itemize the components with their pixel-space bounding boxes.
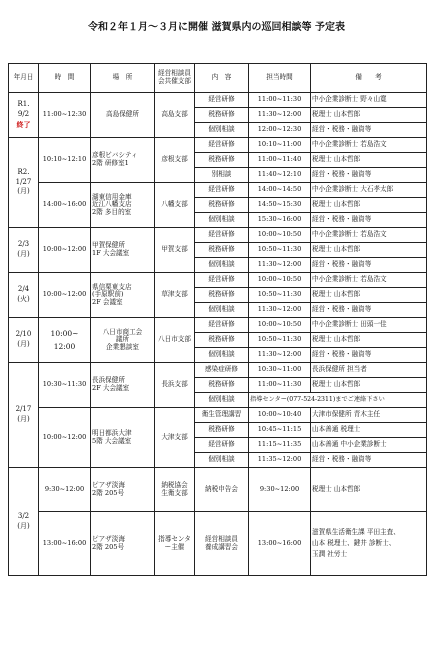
place-cell: 県信栗東支店 (手原駅前) 2F 会議室 [91, 273, 155, 318]
note-cell: 山本善通 税理士 [311, 423, 427, 438]
content-cell: 個別相談 [195, 393, 249, 408]
content-cell: 個別相談 [195, 123, 249, 138]
header-date: 年月日 [9, 64, 39, 93]
note-cell: 指導センター(077-524-2311)までご連絡下さい [249, 393, 427, 408]
content-cell: 税務研修 [195, 288, 249, 303]
note-cell: 税理士 山本哲郎 [311, 108, 427, 123]
note-cell: 中小企業診断士 田頭一佳 [311, 318, 427, 333]
content-cell: 個別相談 [195, 213, 249, 228]
content-cell: 経営研修 [195, 183, 249, 198]
hours-cell: 11:30~12:00 [249, 258, 311, 273]
place-cell: 八日市商工会 議所 企業懇談室 [91, 318, 155, 363]
branch-cell: 八日市支部 [155, 318, 195, 363]
hours-cell: 11:00~11:30 [249, 378, 311, 393]
content-cell: 経営研修 [195, 273, 249, 288]
table-row [9, 228, 427, 243]
hours-cell: 9:30~12:00 [249, 468, 311, 512]
note-cell: 山本善通 中小企業診断士 [311, 438, 427, 453]
content-cell: 納税申告会 [195, 468, 249, 512]
content-cell: 個別相談 [195, 453, 249, 468]
date-cell: 2/4 (火) [9, 273, 39, 318]
branch-cell: 長浜支部 [155, 363, 195, 408]
note-cell: 経営・税務・融資等 [311, 453, 427, 468]
hours-cell: 11:40~12:10 [249, 168, 311, 183]
date-cell: R2. 1/27 (月) [9, 138, 39, 228]
content-cell: 衛生管理講習 [195, 408, 249, 423]
table-row [9, 138, 427, 153]
table-row [9, 318, 427, 333]
date-cell: 2/3 (月) [9, 228, 39, 273]
content-cell: 個別相談 [195, 258, 249, 273]
note-cell: 税理士 山本哲郎 [311, 378, 427, 393]
note-cell: 滋賀県生活衛生課 平田主査、 山本 税理士、鍵井 診断士、 玉潤 社労士 [311, 512, 427, 576]
content-cell: 経営研修 [195, 318, 249, 333]
content-cell: 経営研修 [195, 93, 249, 108]
place-cell: 明日都浜大津 5階 大会議室 [91, 408, 155, 468]
header-branch-line: 会共催支部 [158, 77, 191, 85]
branch-cell: 指導センタ ー主催 [155, 512, 195, 576]
hours-cell: 11:30~12:00 [249, 108, 311, 123]
header-row [9, 64, 427, 93]
place-cell: ピアザ淡海 2階 205号 [91, 468, 155, 512]
note-cell: 経営・税務・融資等 [311, 258, 427, 273]
content-cell: 感染症研修 [195, 363, 249, 378]
header-note: 備 考 [311, 64, 427, 93]
hours-cell: 11:30~12:00 [249, 348, 311, 363]
note-cell: 税理士 山本哲郎 [311, 243, 427, 258]
table-row [9, 363, 427, 378]
hours-cell: 12:00~12:30 [249, 123, 311, 138]
content-cell: 税務研修 [195, 198, 249, 213]
place-cell: 湖東信用金庫 近江八幡支店 2階 多目的室 [91, 183, 155, 228]
branch-cell: 草津支部 [155, 273, 195, 318]
hours-cell: 10:00~10:50 [249, 318, 311, 333]
place-cell: 彦根ビバシティ 2階 研修室1 [91, 138, 155, 183]
content-cell: 個別相談 [195, 348, 249, 363]
note-cell: 中小企業診断士 若島浩文 [311, 228, 427, 243]
hours-cell: 13:00~16:00 [249, 512, 311, 576]
hours-cell: 10:50~11:30 [249, 288, 311, 303]
time-cell: 9:30~12:00 [39, 468, 91, 512]
place-cell: 甲賀保健所 1F 大会議室 [91, 228, 155, 273]
note-cell: 経営・税務・融資等 [311, 348, 427, 363]
branch-cell: 彦根支部 [155, 138, 195, 183]
content-cell: 税務研修 [195, 378, 249, 393]
note-cell: 経営・税務・融資等 [311, 303, 427, 318]
hours-cell: 11:00~11:40 [249, 153, 311, 168]
header-time: 時 間 [39, 64, 91, 93]
content-cell: 税務研修 [195, 423, 249, 438]
hours-cell: 11:30~12:00 [249, 303, 311, 318]
content-cell: 経営研修 [195, 438, 249, 453]
date-cell: 2/10 (月) [9, 318, 39, 363]
date-cell: 2/17 (月) [9, 363, 39, 468]
note-cell: 経営・税務・融資等 [311, 123, 427, 138]
time-cell: 10:00~12:00 [39, 408, 91, 468]
note-cell: 経営・税務・融資等 [311, 213, 427, 228]
branch-cell: 八幡支部 [155, 183, 195, 228]
place-cell: 長浜保健所 2F 大会議室 [91, 363, 155, 408]
hours-cell: 10:50~11:30 [249, 333, 311, 348]
hours-cell: 11:35~12:00 [249, 453, 311, 468]
branch-cell: 納税協会 生衛支部 [155, 468, 195, 512]
note-cell: 中小企業診断士 野々山寛 [311, 93, 427, 108]
hours-cell: 10:30~11:00 [249, 363, 311, 378]
note-cell: 中小企業診断士 大石孝太郎 [311, 183, 427, 198]
table-row [9, 512, 427, 576]
time-cell: 14:00~16:00 [39, 183, 91, 228]
table-row [9, 273, 427, 288]
note-cell: 大津市保健所 青木主任 [311, 408, 427, 423]
branch-cell: 高島支部 [155, 93, 195, 138]
content-cell: 税務研修 [195, 153, 249, 168]
content-cell: 別相談 [195, 168, 249, 183]
date-cell: R1. 9/2 終了 [9, 93, 39, 138]
hours-cell: 10:10~11:00 [249, 138, 311, 153]
header-hours: 担当時間 [249, 64, 311, 93]
content-cell: 税務研修 [195, 333, 249, 348]
content-cell: 経営相談員 養成講習会 [195, 512, 249, 576]
header-place: 場 所 [91, 64, 155, 93]
time-cell: 13:00~16:00 [39, 512, 91, 576]
hours-cell: 11:00~11:30 [249, 93, 311, 108]
time-cell: 11:00~12:30 [39, 93, 91, 138]
note-cell: 税理士 山本哲郎 [311, 198, 427, 213]
note-cell: 税理士 山本哲郎 [311, 333, 427, 348]
time-cell: 10:00~12:00 [39, 273, 91, 318]
content-cell: 税務研修 [195, 108, 249, 123]
time-cell: 10:30~11:30 [39, 363, 91, 408]
schedule-table [8, 63, 427, 576]
note-cell: 税理士 山本哲郎 [311, 468, 427, 512]
content-cell: 経営研修 [195, 138, 249, 153]
branch-cell: 大津支部 [155, 408, 195, 468]
date-cell: 3/2 (月) [9, 468, 39, 576]
place-cell: ピアザ淡海 2階 205号 [91, 512, 155, 576]
place-cell: 高島保健所 [91, 93, 155, 138]
hours-cell: 14:00~14:50 [249, 183, 311, 198]
done-stamp: 終了 [16, 119, 31, 129]
hours-cell: 10:50~11:30 [249, 243, 311, 258]
table-row [9, 183, 427, 198]
time-cell: 10:00~ 12:00 [39, 318, 91, 363]
content-cell: 経営研修 [195, 228, 249, 243]
hours-cell: 10:45~11:15 [249, 423, 311, 438]
hours-cell: 11:15~11:35 [249, 438, 311, 453]
note-cell: 税理士 山本哲郎 [311, 153, 427, 168]
time-cell: 10:00~12:00 [39, 228, 91, 273]
hours-cell: 10:00~10:50 [249, 273, 311, 288]
note-cell: 中小企業診断士 若島浩文 [311, 138, 427, 153]
header-branch-line: 経営相談員 [158, 69, 191, 78]
content-cell: 個別相談 [195, 303, 249, 318]
hours-cell: 14:50~15:30 [249, 198, 311, 213]
content-cell: 税務研修 [195, 243, 249, 258]
header-content: 内 容 [195, 64, 249, 93]
note-cell: 経営・税務・融資等 [311, 168, 427, 183]
time-cell: 10:10~12:10 [39, 138, 91, 183]
table-row [9, 408, 427, 423]
note-cell: 税理士 山本哲郎 [311, 288, 427, 303]
hours-cell: 15:30~16:00 [249, 213, 311, 228]
note-cell: 長浜保健所 担当者 [311, 363, 427, 378]
table-row [9, 468, 427, 512]
note-cell: 中小企業診断士 若島浩文 [311, 273, 427, 288]
hours-cell: 10:00~10:50 [249, 228, 311, 243]
table-row [9, 93, 427, 108]
branch-cell: 甲賀支部 [155, 228, 195, 273]
page-title: 令和２年１月～３月に開催 滋賀県内の巡回相談等 予定表 [88, 22, 345, 33]
hours-cell: 10:00~10:40 [249, 408, 311, 423]
header-branch [155, 64, 195, 93]
